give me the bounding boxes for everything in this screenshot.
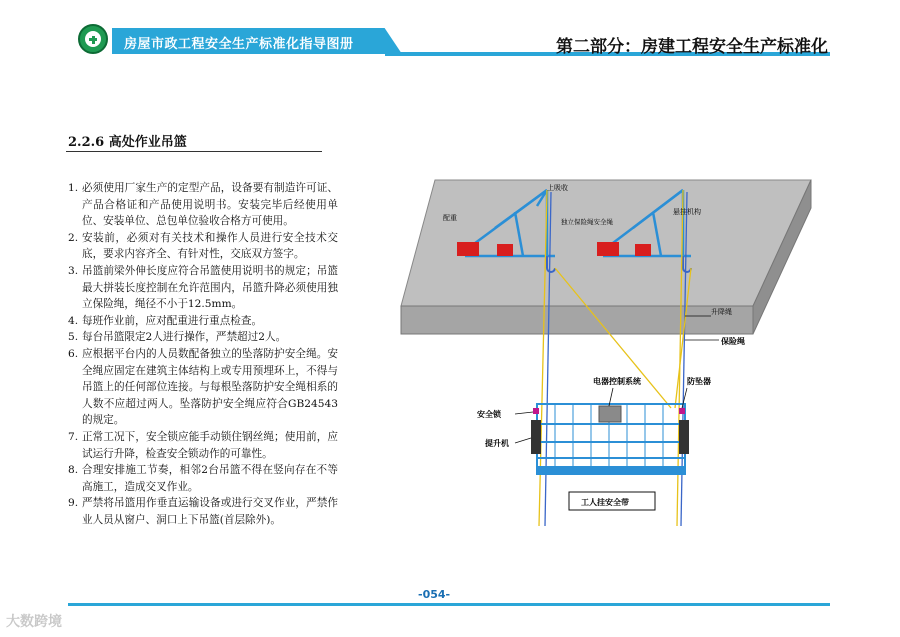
counterweight-left: [457, 242, 479, 256]
label-safety-lock: 安全锁: [477, 410, 501, 419]
hoist-left: [531, 420, 541, 454]
label-anti-fall: 防坠器: [687, 377, 711, 386]
label-lift-rope: 升降绳: [711, 308, 732, 316]
anti-fall-device: [679, 408, 685, 414]
list-item: [68, 263, 338, 313]
footer-rule: [68, 603, 830, 606]
label-suspension: 悬挂机构: [673, 208, 701, 216]
label-top-ring: 上吸收: [547, 184, 568, 192]
item-number: 3.: [68, 264, 79, 277]
item-text: 合理安排施工节奏，相邻2台吊篮不得在竖向存在不等高施工，造成交叉作业。: [82, 464, 338, 493]
label-counterweight: 配重: [443, 214, 457, 222]
item-text: 每班作业前，应对配重进行重点检查。: [82, 314, 263, 327]
item-number: 8.: [68, 464, 79, 477]
section-title: 第二部分：房建工程安全生产标准化: [556, 37, 828, 57]
requirements-list: [68, 180, 338, 528]
counterweight-right-2: [635, 244, 651, 256]
item-text: 应根据平台内的人员数配备独立的坠落防护安全绳。安全绳应固定在建筑主体结构上或专用预埋环上，不得与吊篮上的任何部位连接。与每根坠落防护安全绳相系的人数不应超过两人。坠落防护安全绳应符合GB24543的规定。: [82, 347, 338, 427]
basket-floor: [537, 466, 685, 474]
item-text: 每台吊篮限定2人进行操作，严禁超过2人。: [82, 331, 287, 344]
item-number: 4.: [68, 314, 79, 327]
page-header: [0, 0, 900, 70]
item-number: 7.: [68, 430, 79, 443]
label-control-box: 电器控制系统: [593, 377, 641, 386]
subheading: 2.2.6 高处作业吊篮: [68, 135, 187, 150]
list-item: [68, 329, 338, 346]
label-independent-rope: 独立保险绳安全绳: [561, 218, 613, 226]
safety-cross-logo-icon: [78, 24, 108, 54]
item-text: 必须使用厂家生产的定型产品，设备要有制造许可证、产品合格证和产品使用说明书。安装完毕后经使用单位、安装单位、总包单位验收合格方可使用。: [82, 182, 338, 228]
label-safety-rope: 保险绳: [721, 337, 745, 346]
hoist-right: [679, 420, 689, 454]
counterweight-right: [597, 242, 619, 256]
list-item: [68, 313, 338, 330]
item-text: 安装前，必须对有关技术和操作人员进行安全技术交底，要求内容齐全、有针对性，交底双方签字。: [82, 231, 338, 261]
item-number: 6.: [68, 347, 79, 360]
label-hoist: 提升机: [485, 439, 509, 448]
list-item: [68, 230, 338, 263]
gondola-diagram: [395, 176, 835, 536]
safety-lock-left: [533, 408, 539, 414]
list-item: [68, 462, 338, 495]
list-item: [68, 495, 338, 528]
counterweight-left-2: [497, 244, 513, 256]
item-text: 吊篮前梁外伸长度应符合吊篮使用说明书的规定；吊篮最大拼装长度控制在允许范围内，吊篮升降必须使用独立保险绳，绳径不小于12.5mm。: [82, 264, 338, 311]
label-harness: 工人挂安全带: [581, 498, 629, 507]
banner-title: 房屋市政工程安全生产标准化指导图册: [124, 37, 354, 52]
list-item: [68, 346, 338, 429]
list-item: [68, 180, 338, 230]
item-number: 2.: [68, 231, 79, 244]
control-box: [599, 406, 621, 422]
roof-slab-front: [401, 306, 753, 334]
item-number: 1.: [68, 182, 79, 194]
subheading-rule: [66, 151, 322, 152]
watermark: 大数跨境: [6, 614, 62, 630]
list-item: [68, 429, 338, 462]
item-text: 严禁将吊篮用作垂直运输设备或进行交叉作业，严禁作业人员从窗户、洞口上下吊篮(首层除外)。: [82, 497, 338, 526]
item-text: 正常工况下，安全锁应能手动锁住钢丝绳；使用前，应试运行升降，检查安全锁动作的可靠性。: [82, 430, 338, 460]
item-number: 9.: [68, 497, 79, 510]
page-number: -054-: [418, 588, 451, 601]
item-number: 5.: [68, 331, 79, 344]
